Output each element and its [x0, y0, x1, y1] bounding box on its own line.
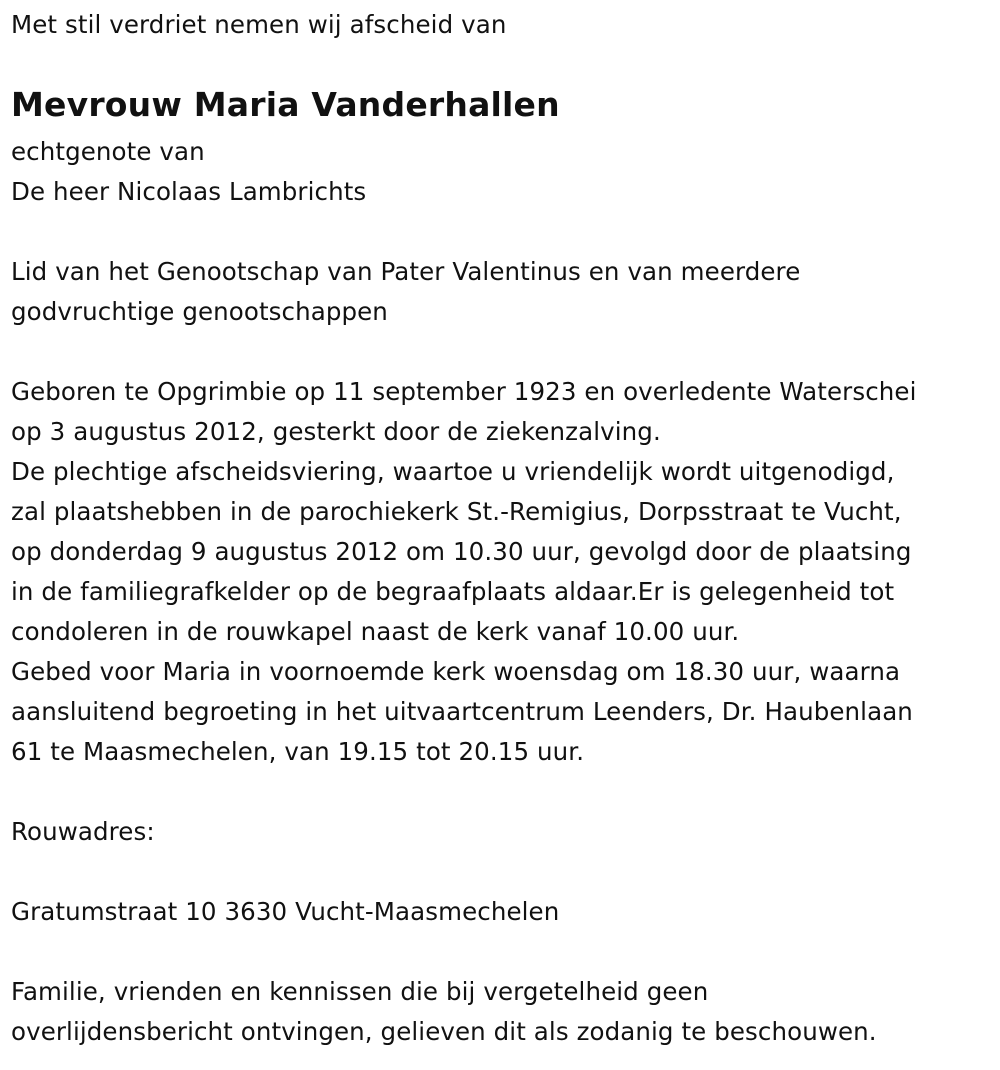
closing-line: overlijdensbericht ontvingen, gelieven dit als zodanig te beschouwen. — [11, 1017, 877, 1046]
details-line: op 3 augustus 2012, gesterkt door de ziekenzalving. — [11, 417, 661, 446]
details-line: aansluitend begroeting in het uitvaartcentrum Leenders, Dr. Haubenlaan — [11, 697, 913, 726]
details-line: in de familiegrafkelder op de begraafplaats aldaar.Er is gelegenheid tot — [11, 577, 895, 606]
details-line: De plechtige afscheidsviering, waartoe u vriendelijk wordt uitgenodigd, — [11, 457, 895, 486]
address-text: Gratumstraat 10 3630 Vucht-Maasmechelen — [11, 897, 560, 926]
spacer — [11, 852, 996, 892]
death-notice — [11, 0, 996, 1052]
spacer — [11, 332, 996, 372]
details-line: Gebed voor Maria in voornoemde kerk woensdag om 18.30 uur, waarna — [11, 657, 901, 686]
details-line: op donderdag 9 augustus 2012 om 10.30 uur, gevolgd door de plaatsing — [11, 537, 912, 566]
intro-text: Met stil verdriet nemen wij afscheid van — [11, 10, 507, 39]
details-line: zal plaatshebben in de parochiekerk St.-Remigius, Dorpsstraat te Vucht, — [11, 497, 902, 526]
spacer — [11, 212, 996, 252]
details-line: 61 te Maasmechelen, van 19.15 tot 20.15 uur. — [11, 737, 585, 766]
membership-line: godvruchtige genootschappen — [11, 297, 388, 326]
closing-line: Familie, vrienden en kennissen die bij vergetelheid geen — [11, 977, 709, 1006]
spouse-name: De heer Nicolaas Lambrichts — [11, 177, 367, 206]
membership-line: Lid van het Genootschap van Pater Valentinus en van meerdere — [11, 257, 801, 286]
deceased-name: Mevrouw Maria Vanderhallen — [11, 85, 560, 124]
address-label: Rouwadres: — [11, 817, 155, 846]
spacer — [11, 932, 996, 972]
details-line: Geboren te Opgrimbie op 11 september 1923 en overledente Waterschei — [11, 377, 917, 406]
spacer — [11, 772, 996, 812]
relation-label: echtgenote van — [11, 137, 205, 166]
details-line: condoleren in de rouwkapel naast de kerk vanaf 10.00 uur. — [11, 617, 740, 646]
